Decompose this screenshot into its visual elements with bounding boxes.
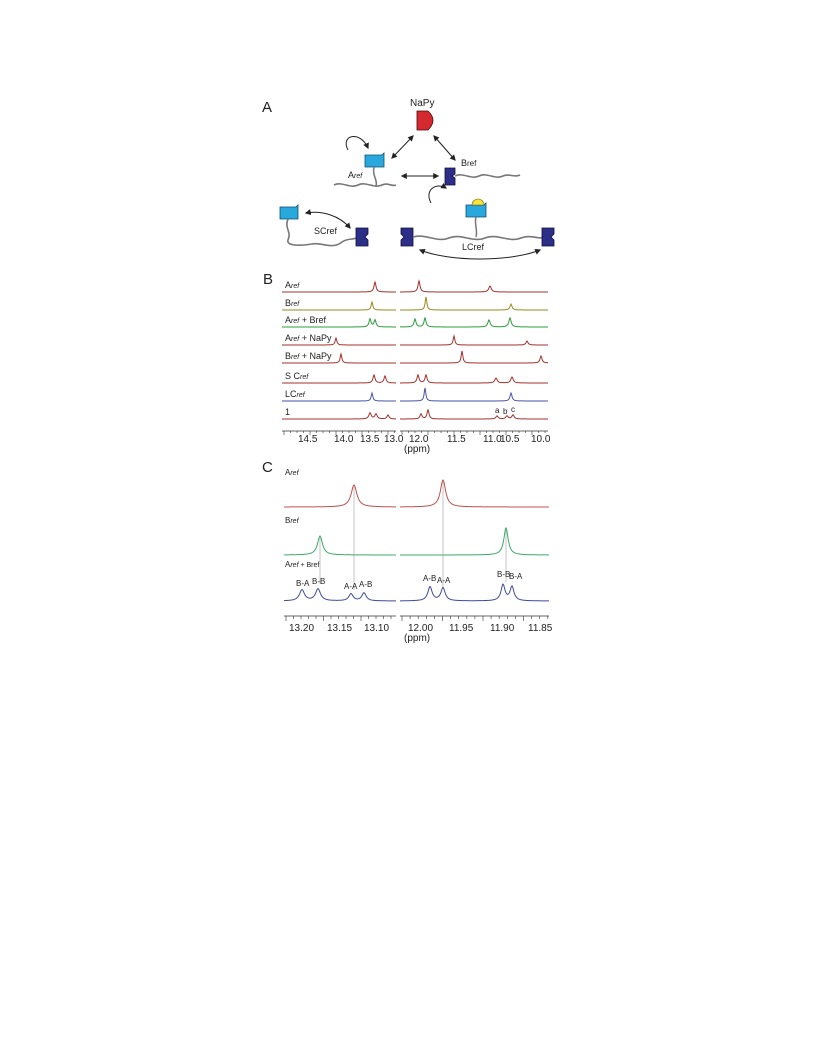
- tick-b-13-0: 13.0: [384, 434, 404, 445]
- aref-label: Aref: [348, 170, 363, 180]
- spectrum-c-trace-3: [284, 584, 549, 601]
- panel-a-scheme: [262, 98, 554, 259]
- scref-a-block: [280, 205, 298, 219]
- peak-letter-a: a: [495, 406, 500, 415]
- bref-chain: [455, 175, 520, 177]
- tick-b-13-5: 13.5: [360, 434, 380, 445]
- aref-block: [365, 153, 384, 167]
- napy-label: NaPy: [410, 98, 435, 109]
- tick-b-14-0: 14.0: [334, 434, 354, 445]
- tick-c-13-20: 13.20: [289, 623, 315, 634]
- panel-b-peak-letters: [495, 405, 515, 416]
- scref-label: SCref: [314, 226, 338, 236]
- spectrum-c-trace-1: [284, 480, 549, 507]
- tick-b-10-0: 10.0: [531, 434, 551, 445]
- spectrum-b-trace-6: [282, 375, 548, 383]
- arrow-napy-bref: [434, 136, 455, 160]
- tick-b-11-5: 11.5: [447, 434, 466, 445]
- spectrum-b-label-3: Aref + Bref: [285, 315, 326, 325]
- spectrum-b-label-6: S Cref: [285, 371, 309, 381]
- napy-block: [417, 111, 433, 130]
- tick-c-13-10: 13.10: [364, 623, 390, 634]
- spectrum-c-label-1: Aref: [285, 468, 299, 477]
- peak-label-b-a-1: B-A: [296, 579, 310, 588]
- spectrum-b-label-5: Bref + NaPy: [285, 351, 332, 361]
- tick-b-12-0: 12.0: [409, 434, 429, 445]
- panel-a-label: A: [262, 99, 273, 116]
- peak-label-a-b-2: A-B: [423, 574, 437, 583]
- peak-label-a-a-1: A-A: [344, 582, 358, 591]
- spectrum-b-label-1: Aref: [285, 280, 300, 290]
- spectrum-b-label-7: LCref: [285, 389, 305, 399]
- tick-c-12-00: 12.00: [408, 623, 434, 634]
- spectrum-b-trace-1: [282, 281, 548, 292]
- tick-b-11-0: 11.0: [483, 434, 502, 445]
- panel-b-axis-label: (ppm): [404, 444, 431, 455]
- panel-b-spectra: [282, 280, 548, 419]
- tick-b-14-5: 14.5: [298, 434, 318, 445]
- panel-c-label: C: [262, 459, 273, 476]
- spectrum-c-label-2: Bref: [285, 516, 299, 525]
- panel-c-axis: [284, 616, 553, 644]
- peak-letter-c: c: [511, 405, 515, 414]
- aref-chain: [334, 184, 396, 186]
- tick-c-11-85: 11.85: [528, 623, 553, 634]
- peak-label-a-b-1: A-B: [359, 580, 373, 589]
- panel-c-axis-label: (ppm): [404, 633, 431, 644]
- spectrum-b-trace-7: [282, 388, 548, 401]
- scref-b-block: [356, 228, 368, 246]
- spectrum-b-trace-8: [282, 410, 548, 419]
- panel-b-axis: [282, 431, 551, 455]
- tick-c-11-90: 11.90: [490, 623, 515, 634]
- peak-label-b-b-1: B-B: [312, 577, 326, 586]
- bref-block: [445, 168, 455, 185]
- panel-b-label: B: [263, 271, 274, 288]
- arrow-napy-aref: [392, 136, 413, 158]
- aref-self-arrow: [346, 136, 368, 150]
- lcref-chain: [413, 236, 544, 239]
- lcref-label: LCref: [462, 242, 485, 252]
- spectrum-b-label-2: Bref: [285, 298, 300, 308]
- tick-b-10-5: 10.5: [500, 434, 520, 445]
- spectrum-b-trace-2: [282, 297, 548, 310]
- peak-label-b-b-2: B-B: [497, 570, 511, 579]
- spectrum-b-label-8: 1: [285, 407, 291, 417]
- lcref-right-block: [542, 228, 554, 246]
- peak-label-b-a-2: B-A: [509, 572, 523, 581]
- tick-c-13-15: 13.15: [327, 623, 353, 634]
- peak-label-a-a-2: A-A: [437, 576, 451, 585]
- lcref-yellow-cap: [472, 199, 484, 205]
- lcref-left-block: [401, 228, 413, 246]
- tick-c-11-95: 11.95: [449, 623, 474, 634]
- bref-self-arrow: [429, 186, 446, 203]
- bref-label: Bref: [461, 158, 477, 168]
- spectrum-c-label-3: Aref + Bref: [285, 560, 320, 569]
- panel-c-peak-labels: [296, 570, 523, 591]
- spectrum-b-label-4: Aref + NaPy: [285, 333, 332, 343]
- spectrum-c-trace-2: [284, 528, 549, 555]
- peak-letter-b: b: [503, 407, 508, 416]
